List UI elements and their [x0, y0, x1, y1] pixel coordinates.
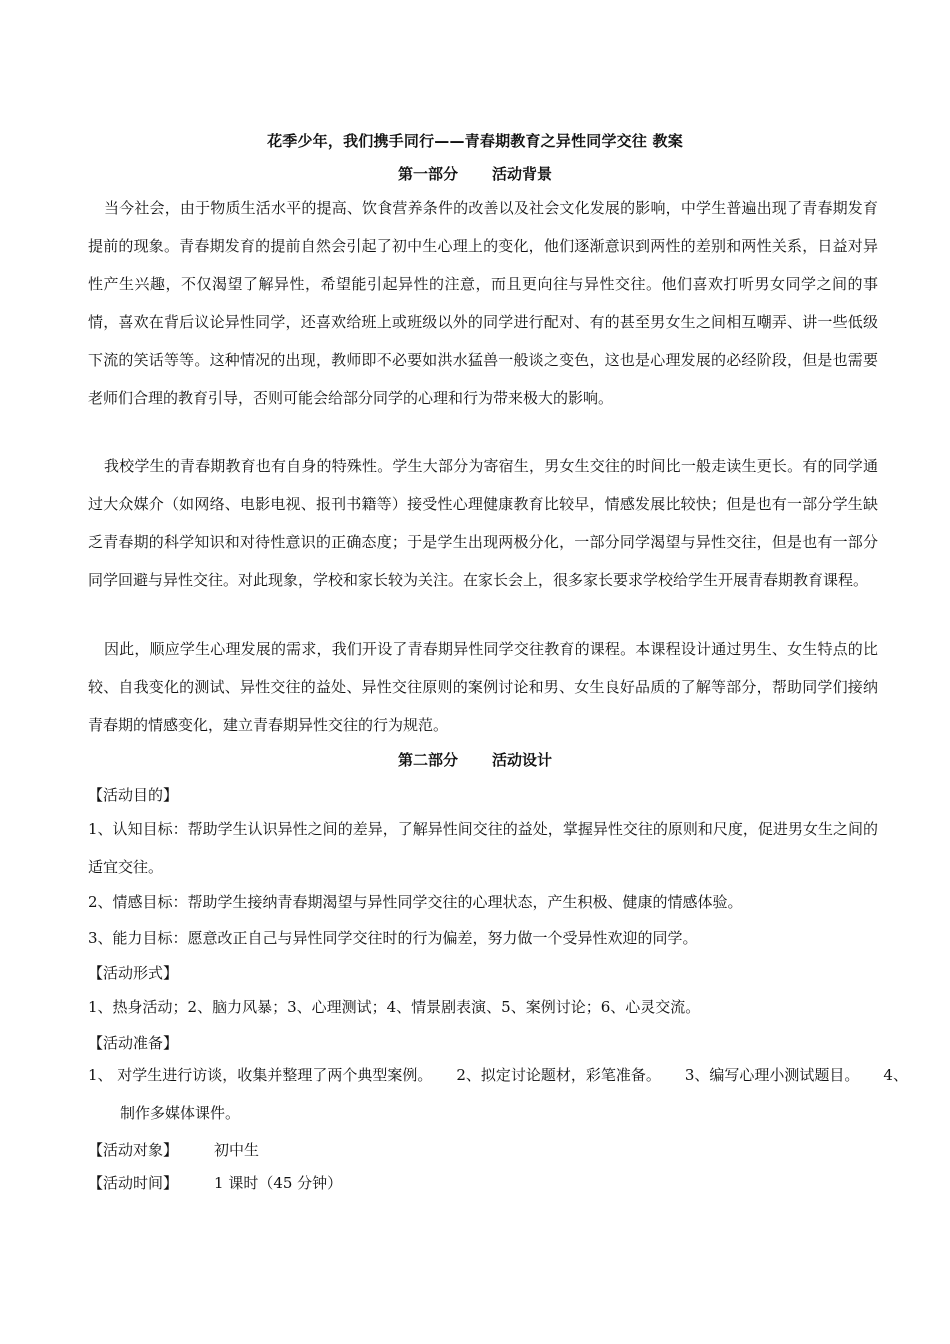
prep-item-4: 4、制作多媒体课件。 — [120, 1066, 908, 1122]
time-row — [88, 1172, 342, 1193]
target-label: 【活动对象】 — [88, 1141, 179, 1159]
document-title: 花季少年，我们携手同行——青春期教育之异性同学交往 教案 — [267, 132, 683, 150]
target-value: 初中生 — [214, 1141, 260, 1159]
part2-title: 活动设计 — [492, 751, 553, 769]
goal-label: 【活动目的】 — [88, 786, 179, 804]
form-text: 1、热身活动；2、脑力风暴；3、心理测试；4、情景剧表演、5、案例讨论；6、心灵交流。 — [88, 998, 701, 1016]
part2-heading — [0, 749, 950, 770]
goal-item-1: 1、认知目标：帮助学生认识异性之间的差异，了解异性间交往的益处，掌握异性交往的原则和尺度，促进男女生之间的适宜交往。 — [88, 820, 878, 876]
prep-items — [88, 1056, 910, 1132]
part1-title: 活动背景 — [492, 165, 553, 183]
goal-item-3: 3、能力目标：愿意改正自己与异性同学交往时的行为偏差，努力做一个受异性欢迎的同学。 — [88, 929, 698, 947]
time-value: 1 课时（45 分钟） — [214, 1174, 343, 1192]
part1-heading — [0, 163, 950, 184]
background-paragraph-2: 我校学生的青春期教育也有自身的特殊性。学生大部分为寄宿生，男女生交往的时间比一般走读生更长。有的同学通过大众媒介（如网络、电影电视、报刊书籍等）接受性心理健康教育比较早，情感发展比较快；但是也有一部分学生缺乏青春期的科学知识和对待性意识的正确态度；于是学生出现两极分化，一部分同学渴望与异性交往，但是也有一部分同学回避与异性交往。对此现象，学校和家长较为关注。在家长会上，很多家长要求学校给学生开展青春期教育课程。 — [88, 457, 878, 589]
part2-label: 第二部分 — [397, 751, 458, 769]
part1-label: 第一部分 — [397, 165, 458, 183]
prep-item-1: 1、 对学生进行访谈，收集并整理了两个典型案例。 — [88, 1066, 433, 1084]
background-paragraph-3: 因此，顺应学生心理发展的需求，我们开设了青春期异性同学交往教育的课程。本课程设计通过男生、女生特点的比较、自我变化的测试、异性交往的益处、异性交往原则的案例讨论和男、女生良好品质的了解等部分，帮助同学们接纳青春期的情感变化，建立青春期异性交往的行为规范。 — [88, 640, 878, 734]
prep-item-3: 3、编写心理小测试题目。 — [684, 1066, 860, 1084]
prep-item-2: 2、拟定讨论题材，彩笔准备。 — [456, 1066, 661, 1084]
background-paragraph-1: 当今社会，由于物质生活水平的提高、饮食营养条件的改善以及社会文化发展的影响，中学生普遍出现了青春期发育提前的现象。青春期发育的提前自然会引起了初中生心理上的变化，他们逐渐意识到两性的差别和两性关系，日益对异性产生兴趣，不仅渴望了解异性，希望能引起异性的注意，而且更向往与异性交往。他们喜欢打听男女同学之间的事情，喜欢在背后议论异性同学，还喜欢给班上或班级以外的同学进行配对、有的甚至男女生之间相互嘲弄、讲一些低级下流的笑话等等。这种情况的出现，教师即不必要如洪水猛兽一般谈之变色，这也是心理发展的必经阶段，但是也需要老师们合理的教育引导，否则可能会给部分同学的心理和行为带来极大的影响。 — [88, 199, 878, 407]
prep-label: 【活动准备】 — [88, 1034, 179, 1052]
time-label: 【活动时间】 — [88, 1174, 179, 1192]
target-row — [88, 1139, 259, 1160]
goal-item-2: 2、情感目标：帮助学生接纳青春期渴望与异性同学交往的心理状态，产生积极、健康的情感体验。 — [88, 893, 743, 911]
form-label: 【活动形式】 — [88, 964, 179, 982]
